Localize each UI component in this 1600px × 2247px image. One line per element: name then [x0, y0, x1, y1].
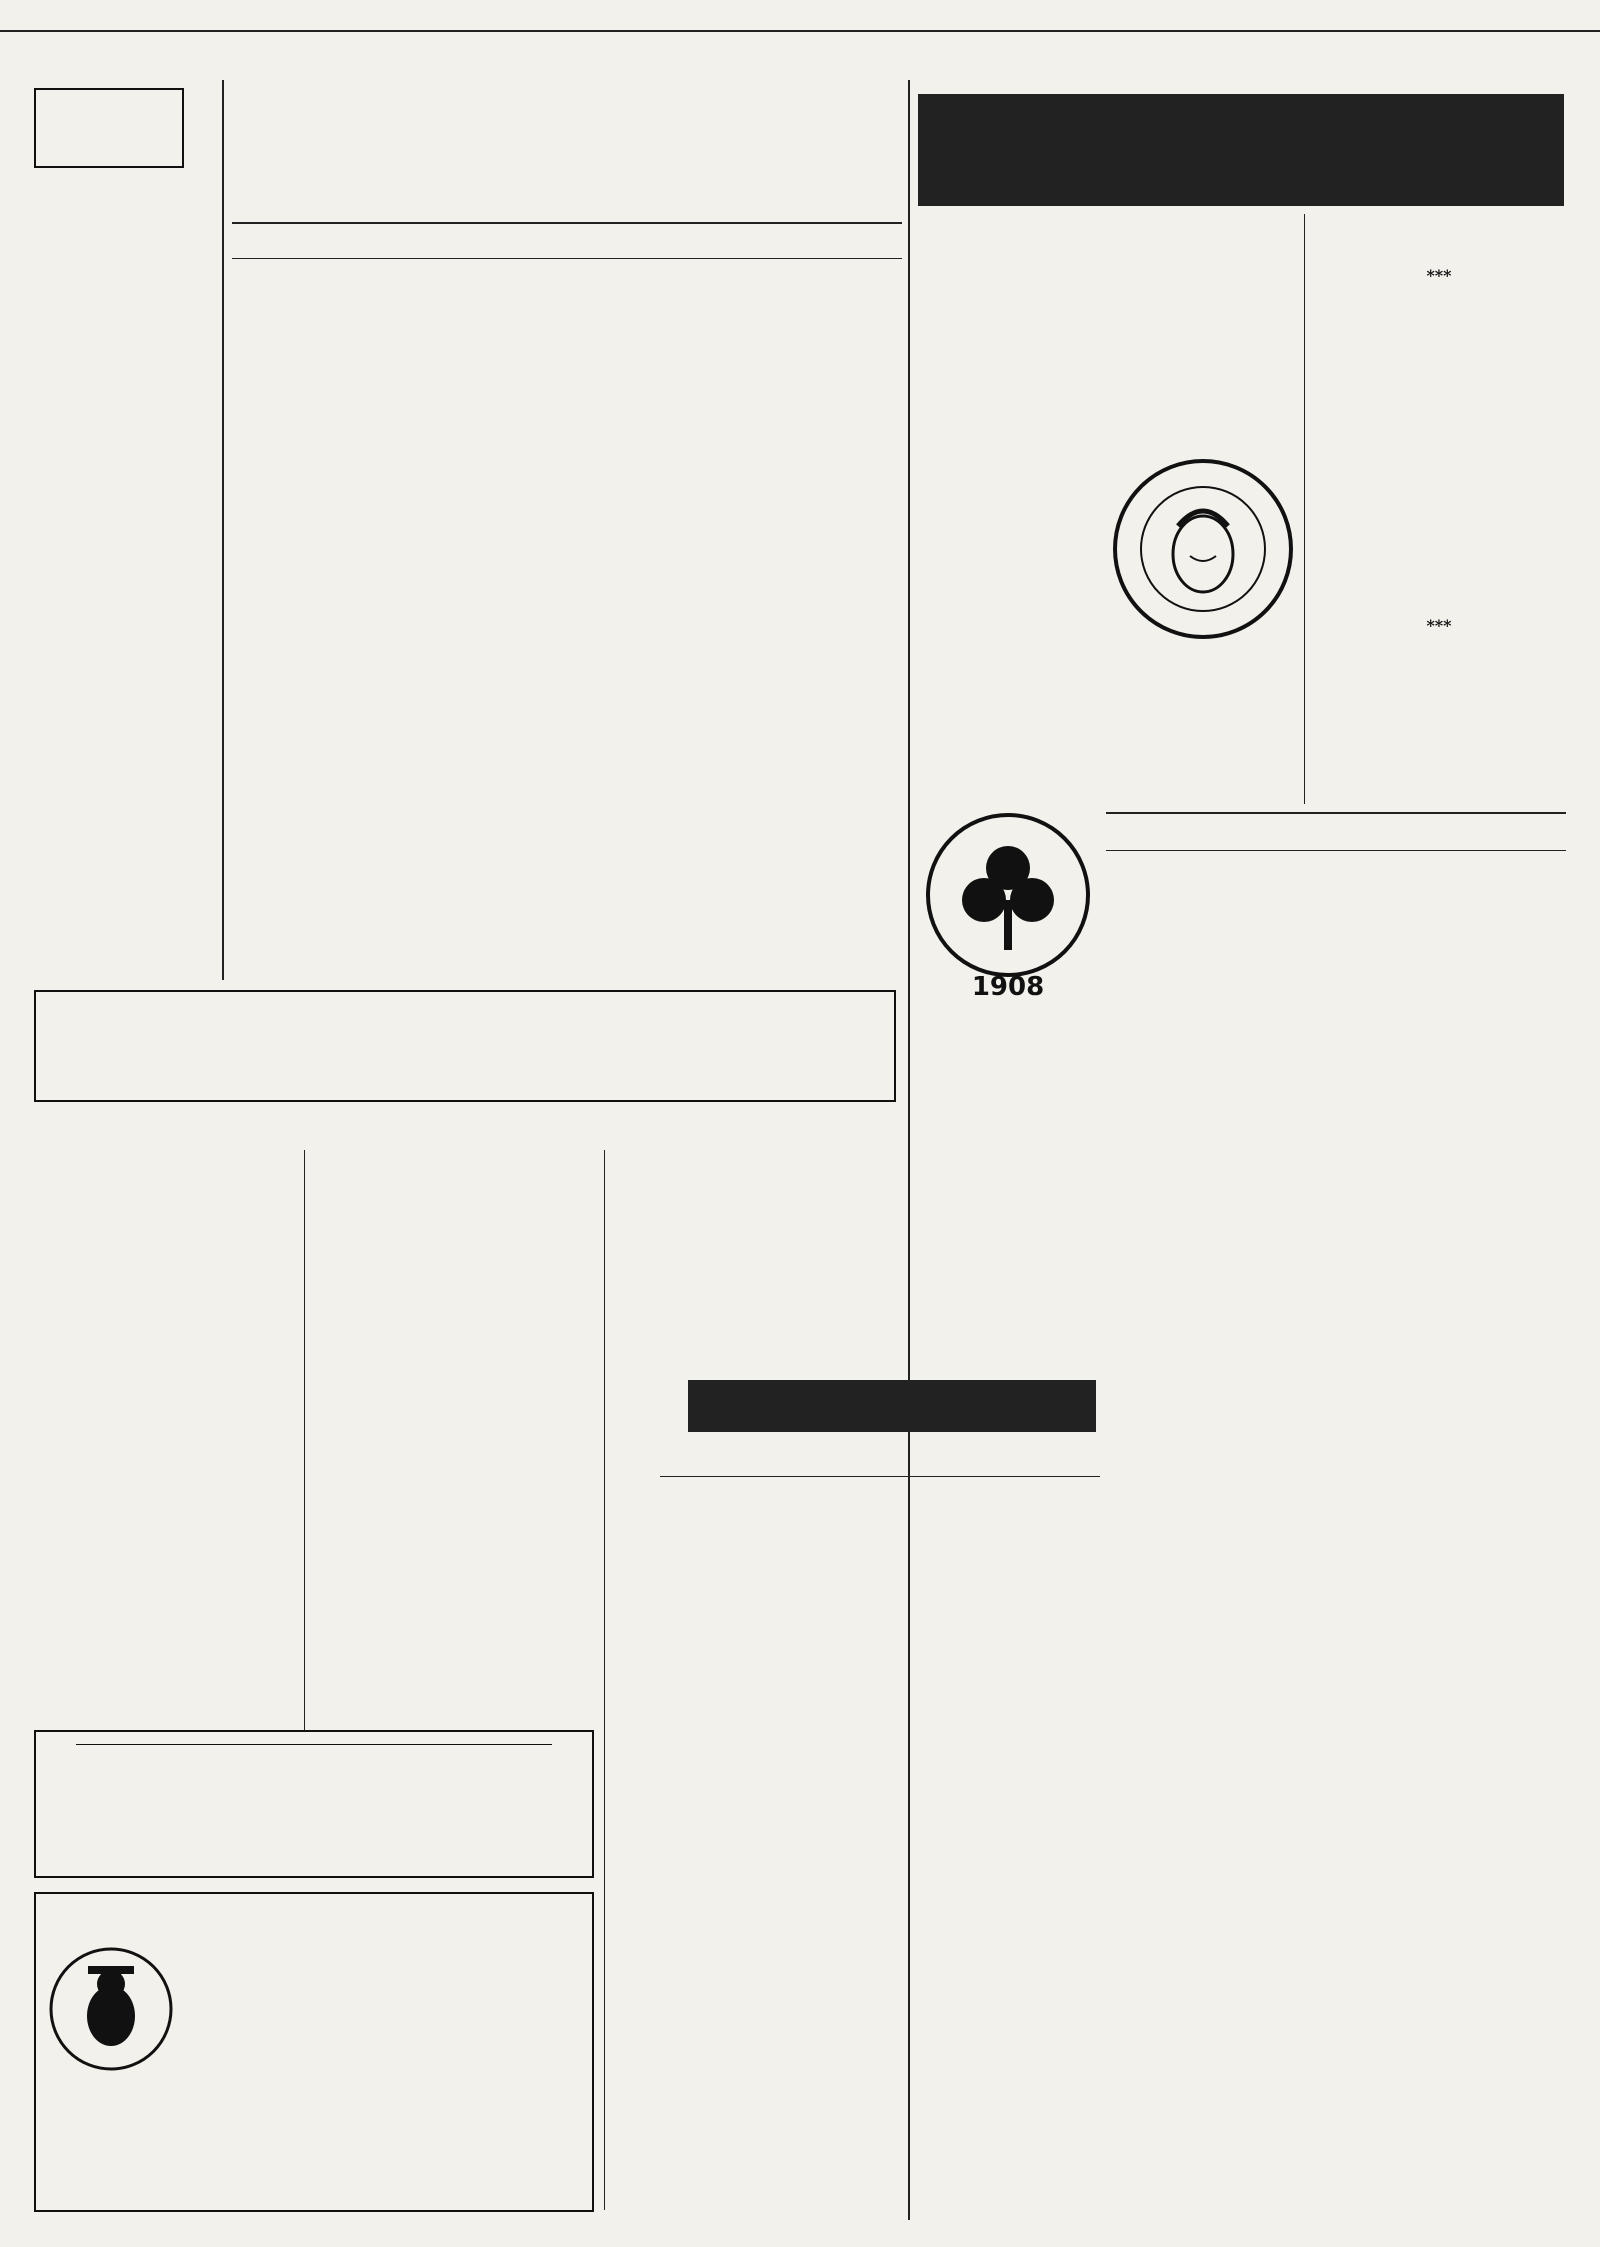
column-rule: [304, 1150, 305, 1730]
kairina-col-3: [690, 278, 890, 568]
edo-ki-ekei-column: [32, 176, 212, 976]
salt-and-pepper-logo-icon: [46, 1944, 176, 2074]
rule: [660, 1476, 1100, 1477]
column-rule: [604, 1150, 605, 2210]
athletics-masthead-bg: [918, 94, 1564, 206]
rule: [1106, 812, 1566, 814]
athletics-col-1: [918, 318, 1098, 818]
literature-box: [34, 990, 896, 1102]
separator-stars: ***: [1426, 616, 1452, 635]
column-rule: [222, 80, 224, 980]
pao-logo-icon: [918, 800, 1098, 1000]
athletics-col-2: [1106, 318, 1296, 458]
svg-text:1908: 1908: [971, 972, 1045, 1000]
electric-banner-bg: [688, 1380, 1096, 1432]
rule: [232, 222, 902, 224]
athletics-col-mid: [918, 1004, 1098, 1374]
opinions-body: [246, 622, 894, 972]
literature-col-3: [614, 1150, 898, 2210]
olympiakos-logo-icon: [1110, 456, 1296, 642]
separator-stars: ***: [1426, 266, 1452, 285]
kairina-col-1: [246, 278, 446, 568]
rule: [1106, 850, 1566, 851]
derby-col-1: [1106, 860, 1326, 1220]
edo-ki-ekei-box: [34, 88, 184, 168]
rule: [232, 258, 902, 259]
column-rule: [908, 80, 910, 2220]
literature-col-2: [314, 1150, 594, 1650]
egypt-column: [1314, 674, 1564, 804]
asteria-ad: [34, 1730, 594, 1878]
edo-title: [36, 90, 182, 94]
kairina-col-2: [464, 278, 674, 568]
derby-col-2: [1338, 860, 1564, 1220]
flash-column: [1314, 324, 1564, 614]
header-rule: [0, 30, 1600, 32]
kipos-ad: [34, 1892, 594, 2212]
column-rule: [1304, 214, 1305, 804]
athletics-side-top: [1314, 214, 1564, 274]
athletics-col-2b: [1106, 646, 1296, 796]
